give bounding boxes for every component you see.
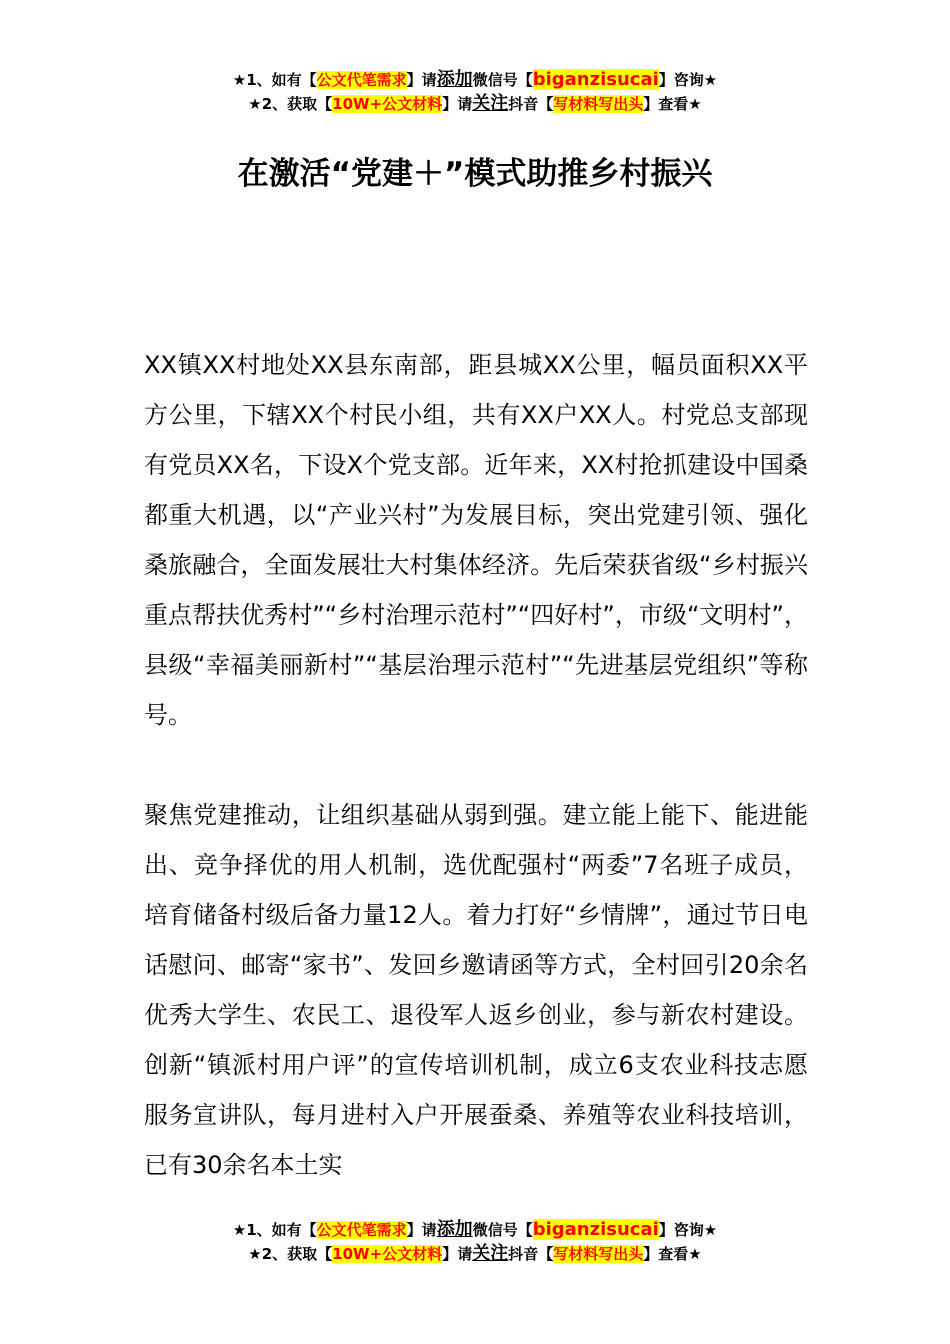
body-paragraph-2: 聚焦党建推动，让组织基础从弱到强。建立能上能下、能进能出、竞争择优的用人机制，选优配强村“两委”7名班子成员，培育储备村级后备力量12人。着力打好“乡情牌”，通过节日电话慰问、邮寄“家书”、发回乡邀请函等方式，全村回引20余名优秀大学生、农民工、退役军人返乡创业，参与新农村建设。创新“镇派村用户评”的宣传培训机制，成立6支农业科技志愿服务宣讲队，每月进村入户开展蚕桑、养殖等农业科技培训，已有30余名本土实	[144, 801, 808, 1179]
banner-highlight: 公文代笔需求	[316, 71, 407, 89]
banner-text: 】查看★	[643, 1245, 702, 1263]
banner-highlight-wechat: biganzisucai	[532, 1219, 659, 1240]
banner-text: 】请	[406, 71, 437, 89]
banner-highlight: 10W+公文材料	[332, 1245, 443, 1263]
banner-highlight-wechat: biganzisucai	[532, 69, 659, 90]
header-banner	[0, 68, 950, 116]
banner-underline: 添加	[436, 1219, 473, 1240]
document-title: 在激活“党建＋”模式助推乡村振兴	[237, 156, 713, 192]
banner-text: ★1、如有【	[232, 71, 317, 89]
banner-text: 微信号【	[472, 71, 533, 89]
footer-banner-line-2	[0, 1242, 950, 1266]
banner-underline: 添加	[436, 69, 473, 90]
banner-text: 】咨询★	[658, 71, 718, 89]
banner-highlight-douyin: 写材料写出头	[553, 95, 644, 113]
header-banner-line-2	[0, 92, 950, 116]
header-banner-line-1	[0, 68, 950, 92]
body-paragraph-1: XX镇XX村地处XX县东南部，距县城XX公里，幅员面积XX平方公里，下辖XX个村民小组，共有XX户XX人。村党总支部现有党员XX名，下设X个党支部。近年来，XX村抢抓建设中国桑都重大机遇，以“产业兴村”为发展目标，突出党建引领、强化桑旅融合，全面发展壮大村集体经济。先后荣获省级“乡村振兴重点帮扶优秀村”“乡村治理示范村”“四好村”，市级“文明村”，县级“幸福美丽新村”“基层治理示范村”“先进基层党组织”等称号。	[144, 351, 808, 729]
banner-highlight-douyin: 写材料写出头	[553, 1245, 644, 1263]
banner-text: ★1、如有【	[232, 1221, 317, 1239]
banner-text: ★2、获取【	[248, 95, 333, 113]
footer-banner-line-1	[0, 1218, 950, 1242]
banner-text: 】查看★	[643, 95, 702, 113]
document-body	[144, 340, 808, 1190]
footer-banner	[0, 1218, 950, 1266]
banner-text: 】请	[406, 1221, 437, 1239]
banner-highlight: 公文代笔需求	[316, 1221, 407, 1239]
banner-text: ★2、获取【	[248, 1245, 333, 1263]
banner-text: 】咨询★	[658, 1221, 718, 1239]
banner-text: 抖音【	[508, 95, 554, 113]
banner-underline: 关注	[472, 1243, 509, 1264]
banner-highlight: 10W+公文材料	[332, 95, 443, 113]
banner-text: 抖音【	[508, 1245, 554, 1263]
banner-underline: 关注	[472, 93, 509, 114]
banner-text: 】请	[442, 95, 473, 113]
banner-text: 微信号【	[472, 1221, 533, 1239]
banner-text: 】请	[442, 1245, 473, 1263]
